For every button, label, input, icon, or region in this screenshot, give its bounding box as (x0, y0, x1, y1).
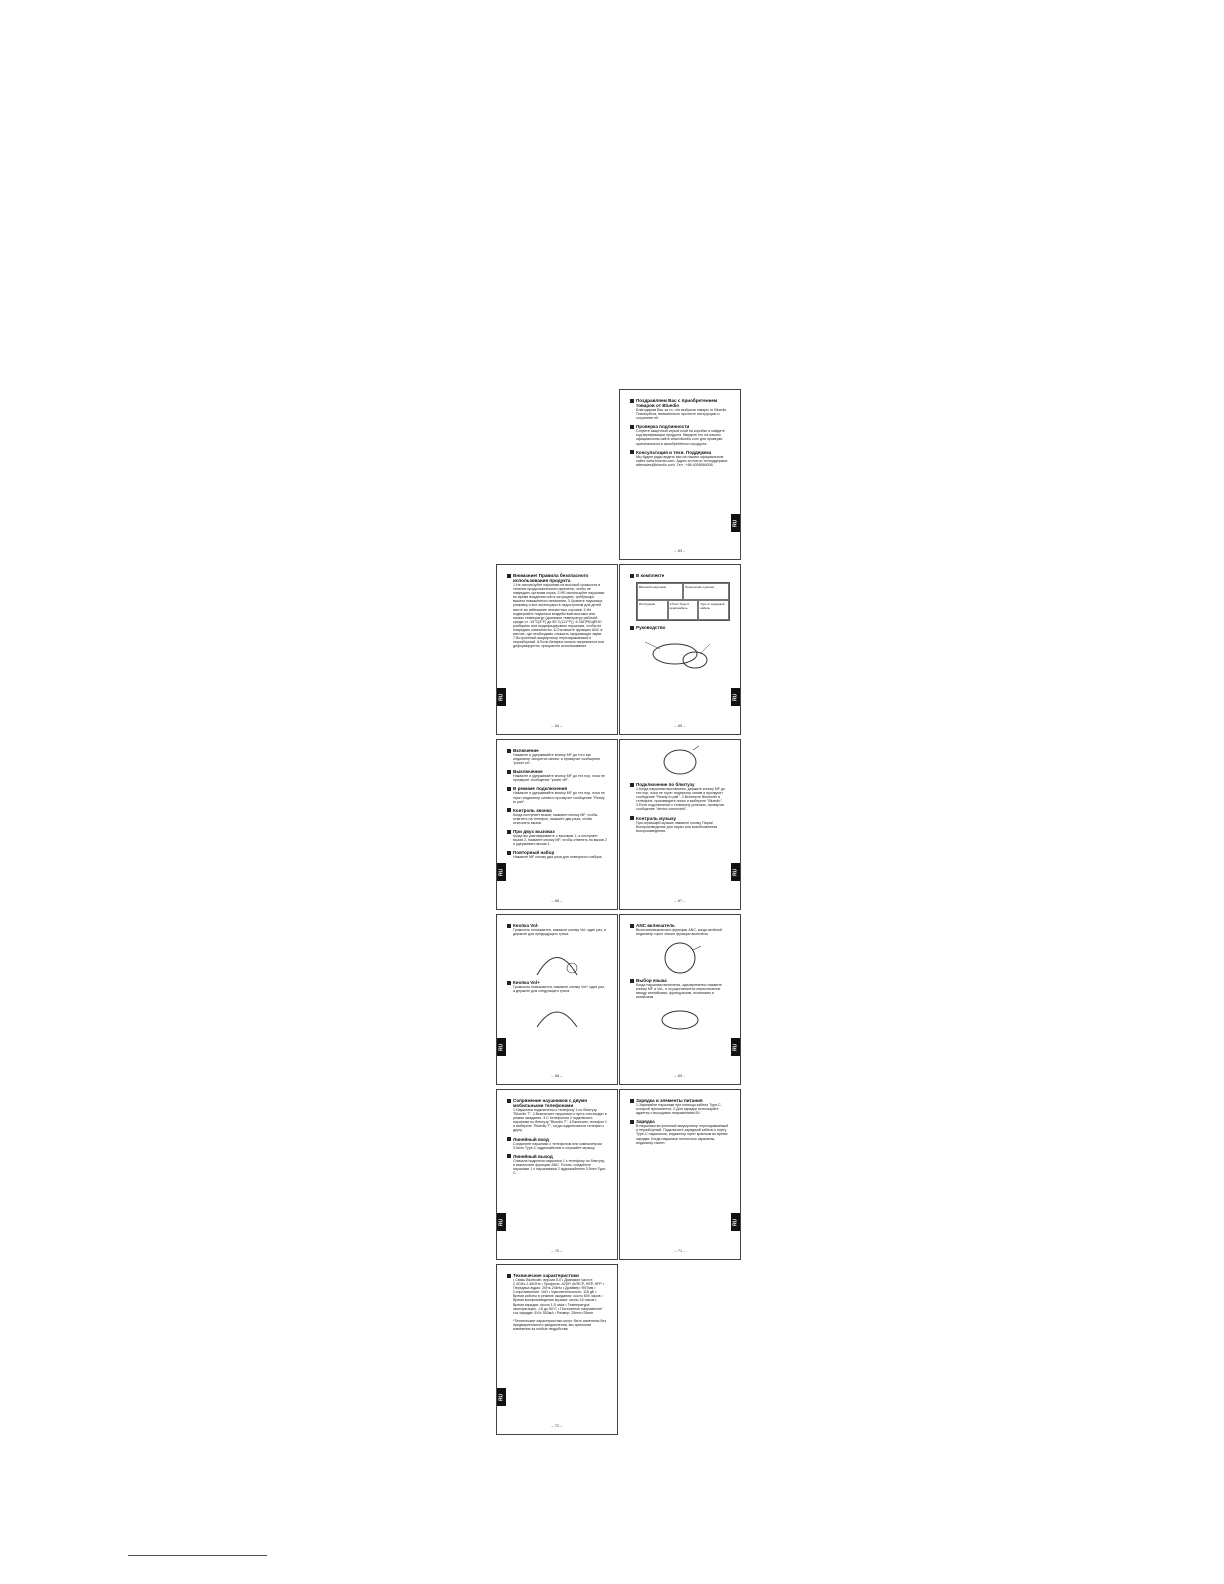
section-text: Когда вы разговариваете с вызовом 1, а поступает вызов 2, нажмите кнопку MF, чтобы ответить на вызов 2 и удерживать вызов 1. (513, 834, 607, 847)
lang-tab: RU (497, 1213, 506, 1231)
section-title: Зарядка и элементы питания (636, 1098, 703, 1103)
lang-tab: RU (497, 1388, 506, 1406)
page-number: -- 72 -- (551, 1424, 563, 1428)
section-note: *Технические характеристики могут быть изменены без предварительного уведомления, мы приносим извинения за любые неудобства. (513, 1318, 606, 1332)
lang-tab: RU (731, 863, 740, 881)
section-text: Когда поступает вызов, нажмите кнопку MF, чтобы ответить на телефон, нажмите два раза, чтобы отклонить вызов. (513, 812, 598, 825)
kit-item: 3.5mm Type-C аудиокабель (668, 600, 699, 620)
page-66 (496, 739, 618, 910)
section-text: Мы будем рады видеть вас на нашем официальном сайте www.bluedio.com. Адрес эл.почты техподдержки: aftersales@bluedio.com. Тел.: +86 4006584008. (636, 454, 728, 467)
page-number: -- 65 -- (674, 724, 686, 728)
lang-tab: RU (731, 1038, 740, 1056)
section-text: Нажмите и удерживайте кнопку MF до тех пор, пока не горит индикатор синим и прозвучит сообщение "Ready to pair". (513, 791, 605, 804)
section-title: Повторный набор (513, 850, 555, 856)
section-title: Технические характеристики (513, 1273, 579, 1278)
section-title: Руководство (636, 625, 666, 630)
section-title: Выключение (513, 769, 543, 775)
page-number: -- 64 -- (551, 724, 563, 728)
page-72 (496, 1264, 618, 1435)
lang-tab: RU (731, 1213, 740, 1231)
section-text: Включить/выключить функцию ANC, когда зелёный индикатор горит значит функция включена. (636, 928, 722, 937)
page-number: -- 71 -- (674, 1249, 686, 1253)
section-title: Сопряжение наушников с двумя мобильными телефонами (513, 1098, 587, 1108)
section-title: В комплекте (636, 573, 665, 578)
section-text: Сотрите защитный серый слой на коробке и найдите код верификации продукта. Введите его на нашем официальном сайте www.bluedio.com для проверки оригинальности приобретённого продукта. (636, 429, 725, 446)
section-text: • Связь Bluetooth: версия 5.0 • Диапазон частот: 2.4GHz-2.48GHz • Профиль: A2DP, AVRCP, HSP, HFP • Передача аудио: 20Hz-20kHz • Драйвер: Φ57мм • Сопротивление: 16Ω • Чувствительность: 116 дБ • Время работы в режиме ожидания: около 600 часов • Время воспроизведения музыки: около 16 часов • Время зарядки: около 1.5 часа • Температура эксплуатации: -15 до 50°C • Постоянное напряжение/ток зарядки: 5V/≥ 500мА • Размер: 25mm×25mm (513, 1278, 604, 1315)
page-64 (496, 564, 618, 735)
section-text: Благодарим Вас за то, что выбрали товары от Bluedio. Пожалуйста, внимательно прочтите инструкцию и сохраните её. (636, 408, 728, 421)
section-text: При играющей музыке нажмите кнопку Пауза/Воспроизведение для паузы или возобновления воспроизведения. (636, 820, 718, 833)
section-text: Нажмите и удерживайте кнопку MF до того как индикатор загорится синим, и прозвучит сообщение "power on". (513, 753, 601, 766)
section-title: В режиме подключения (513, 786, 568, 792)
page-number: -- 67 -- (674, 899, 686, 903)
kit-item: Инструкция (637, 600, 668, 620)
section-title: Выбор языка (636, 978, 667, 984)
section-text: Нажмите MF кнопку два раза для повторного набора. (513, 855, 603, 860)
section-text: 1.Наушники подключены к телефону 1 по блютузу "Bluedio T". 2.Выключите наушники и пусть они входят в режим ожидания. 3.С телефоном 2 подключить наушники по блютузу "Bluedio T". 4.Включить телефон 1 и выберите "Bluedio T", тогда подключается телефон к другу. (513, 1108, 607, 1133)
section-title: Зарядка (636, 1119, 655, 1125)
section-title: Контроль музыку (636, 815, 677, 821)
section-text: Громкость повышается, нажмите кнопку Vol+ один раз, а держите для следующего трека. (513, 985, 605, 994)
section-title: Кнопка Vol- (513, 923, 539, 928)
page-70 (496, 1089, 618, 1260)
section-title: Консультация и техн. Поддержка (636, 449, 712, 455)
language-select-illustration-icon (655, 1004, 705, 1032)
kit-item: Bluetooth-наушники (637, 583, 683, 600)
section-title: Контроль звонка (513, 807, 552, 813)
page-65 (619, 564, 741, 735)
section-title: ANC включатель (636, 923, 675, 928)
lang-tab: RU (731, 688, 740, 706)
lang-tab: RU (731, 514, 740, 532)
page-68 (496, 914, 618, 1085)
kit-table (636, 582, 730, 621)
anc-switch-illustration-icon (657, 940, 703, 976)
kit-item: Type-C зарядный кабель (698, 600, 729, 620)
page-67 (619, 739, 741, 910)
section-title: При двух вызовах (513, 829, 555, 835)
section-title: Кнопка Vol+ (513, 980, 540, 986)
section-text: Сначала подключи наушники 1 к телефону по блютузу, и выключите функцию ANC. Потом, соедините наушники 1 с наушниками 2 аудиокабелем 3.5mm Type-C. (513, 1158, 607, 1176)
headphones-illustration-icon (655, 744, 705, 778)
section-text: 1.Не используйте наушники на высокой громкости в течение продолжительного времени, чтобы не навредить органам слуха. 2.НЕ используйте наушники во время вождения или в ситуациях, требующих вашего повышенного внимания. 3.Храните наушники, упаковку и все аксессуары в недоступном для детей месте во избежание несчастных случаев. 4.Не подвергайте наушники воздействию высоких или низких температур (диапазон температур рабочей среды от -15°C(5°F) до 50°C(122°F)). 5.ЗАПРЕЩЕНО разбирать или модифицировать наушники, чтобы не повредить компоненты. 6.Отключите функцию ANC в местах, где необходимо слышать окружающие звуки. 7.Встроенный аккумулятор перезаряжаемый и неразборный. 8.Если батарея сильно нагревается или деформируется, прекратите использование. (513, 583, 605, 649)
section-title: Линейный вход (513, 1136, 549, 1142)
page-69 (619, 914, 741, 1085)
section-text: 1.Когда наушники выключены, держите кнопку MF до тех пор, пока не горит индикатор синим и прозвучит сообщение "Ready to pair". 2.Включите Bluetooth в телефоне, произведите поиск и выберите "Bluedio". 3.Если подключение к телефону успешно, прозвучит сообщение "device connected". (636, 787, 726, 812)
section-title: Линейный выход (513, 1153, 553, 1159)
volume-up-illustration-icon (532, 997, 582, 1027)
lang-tab: RU (497, 1038, 506, 1056)
page-63 (619, 389, 741, 560)
section-title: Поздравляем Вас с приобретением товаров от Bluedio (636, 398, 718, 408)
page-number: -- 70 -- (551, 1249, 563, 1253)
section-text: В наушники встроенный аккумулятор перезаряжаемый и неразборный. Подключите зарядный кабель к порту Type-C наушников, индикатор горит красным во время зарядки. Когда наушники полностью заряжены, индикатор гаснет. (636, 1124, 729, 1145)
section-text: Соедините наушники с телефоном или компьютером 3.5mm Type-C аудиокабелем и слушайте музыку. (513, 1141, 602, 1150)
section-text: 1.Заряжайте наушники при помощи кабеля Type-C, который прилагается. 2.Для зарядки используйте адаптер с выходным напряжением 5V. (636, 1103, 722, 1116)
section-title: Подключение по блютузу (636, 782, 695, 787)
headphones-diagram-icon (640, 634, 720, 674)
lang-tab: RU (497, 863, 506, 881)
kit-item: Переносная сумочка (683, 583, 729, 600)
page-71 (619, 1089, 741, 1260)
footnote-rule (128, 1555, 267, 1556)
section-title: Включение (513, 748, 539, 753)
lang-tab: RU (497, 688, 506, 706)
section-text: Громкость понижается, нажмите кнопку Vol- один раз, а держите для предыдущего трека. (513, 928, 606, 937)
section-text: Нажмите и удерживайте кнопку MF до тех пор, пока не прозвучит сообщение "power off". (513, 774, 605, 783)
page-number: -- 63 -- (674, 549, 686, 553)
section-text: Когда наушники включены, одновременно нажмите кнопку MF и Vol-, и осуществляется переключение между английским, французским, испанским и китайским. (636, 983, 723, 1000)
volume-down-illustration-icon (532, 940, 582, 978)
page-number: -- 66 -- (551, 899, 563, 903)
page-number: -- 69 -- (674, 1074, 686, 1078)
section-title: Проверка подлинности (636, 424, 690, 430)
section-title: Внимание! Правила безопасного использования продукта (513, 573, 589, 583)
page-number: -- 68 -- (551, 1074, 563, 1078)
